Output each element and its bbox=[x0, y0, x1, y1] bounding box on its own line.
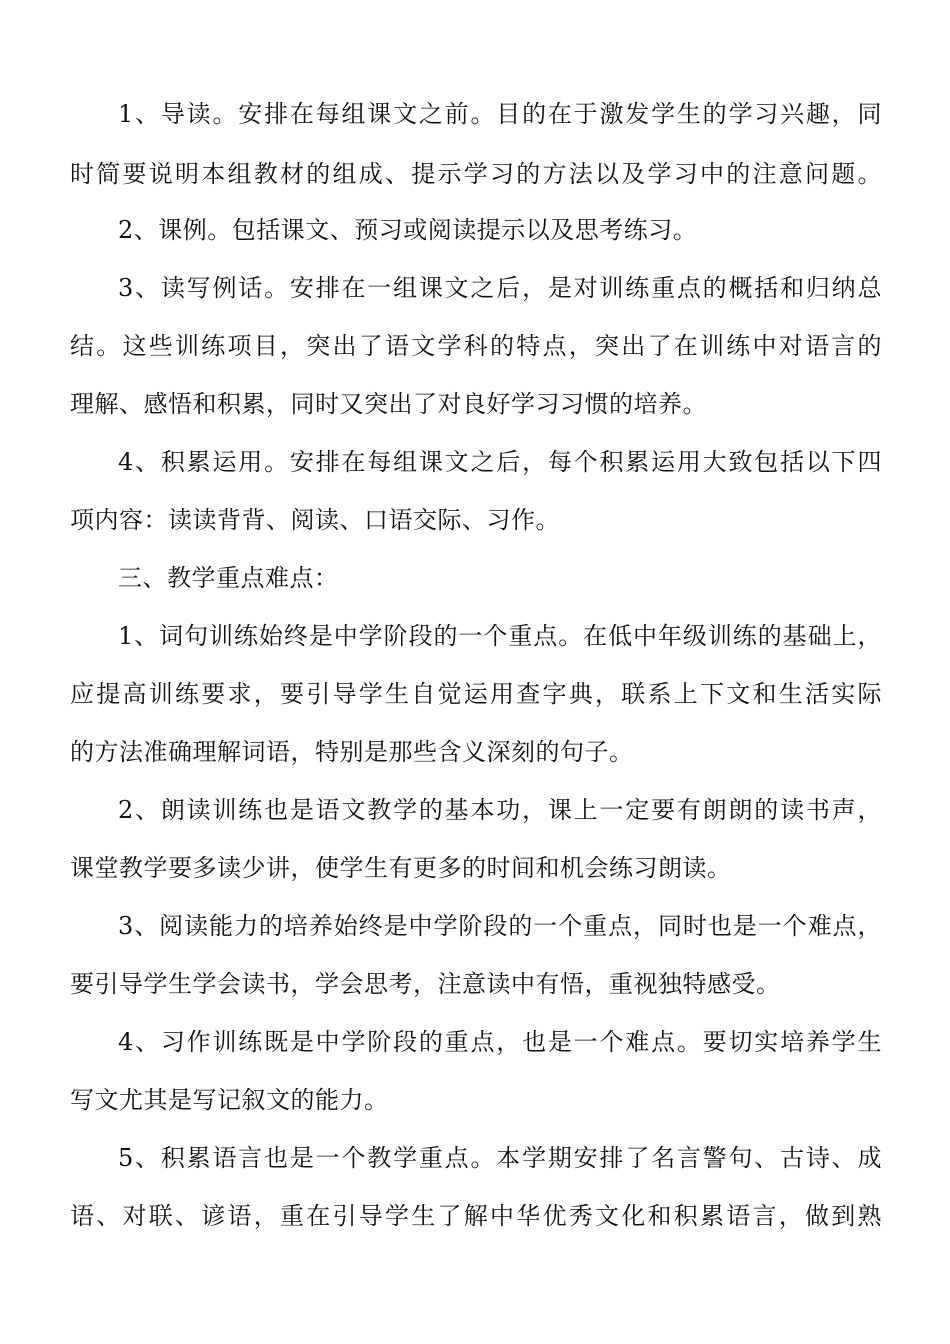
paragraph-line: 1、词句训练始终是中学阶段的一个重点。在低中年级训练的基础上， bbox=[118, 622, 882, 650]
paragraph-line: 应提高训练要求，要引导学生自觉运用查字典，联系上下文和生活实际 bbox=[70, 680, 882, 708]
paragraph-line: 要引导学生学会读书，学会思考，注意读中有悟，重视独特感受。 bbox=[70, 970, 781, 998]
paragraph-line: 3、读写例话。安排在一组课文之后，是对训练重点的概括和归纳总 bbox=[118, 274, 882, 302]
paragraph-line: 4、积累运用。安排在每组课文之后，每个积累运用大致包括以下四 bbox=[118, 448, 882, 476]
paragraph-line: 结。这些训练项目，突出了语文学科的特点，突出了在训练中对语言的 bbox=[70, 332, 882, 360]
paragraph-line: 1、导读。安排在每组课文之前。目的在于激发学生的学习兴趣，同 bbox=[118, 100, 882, 128]
paragraph-line: 2、课例。包括课文、预习或阅读提示以及思考练习。 bbox=[118, 216, 698, 244]
paragraph-line: 的方法准确理解词语，特别是那些含义深刻的句子。 bbox=[70, 738, 634, 766]
paragraph-line: 5、积累语言也是一个教学重点。本学期安排了名言警句、古诗、成 bbox=[118, 1144, 882, 1172]
paragraph-line: 写文尤其是写记叙文的能力。 bbox=[70, 1086, 389, 1114]
paragraph-line: 3、阅读能力的培养始终是中学阶段的一个重点，同时也是一个难点， bbox=[118, 912, 882, 940]
paragraph-line: 2、朗读训练也是语文教学的基本功，课上一定要有朗朗的读书声， bbox=[118, 796, 882, 824]
section-heading: 三、教学重点难点： bbox=[118, 564, 339, 592]
paragraph-line: 理解、感悟和积累，同时又突出了对良好学习习惯的培养。 bbox=[70, 390, 707, 418]
paragraph-line: 项内容：读读背背、阅读、口语交际、习作。 bbox=[70, 506, 560, 534]
paragraph-line: 语、对联、谚语，重在引导学生了解中华优秀文化和积累语言，做到熟 bbox=[70, 1202, 882, 1230]
paragraph-line: 4、习作训练既是中学阶段的重点，也是一个难点。要切实培养学生 bbox=[118, 1028, 882, 1056]
paragraph-line: 课堂教学要多读少讲，使学生有更多的时间和机会练习朗读。 bbox=[70, 854, 732, 882]
paragraph-line: 时简要说明本组教材的组成、提示学习的方法以及学习中的注意问题。 bbox=[70, 160, 882, 188]
